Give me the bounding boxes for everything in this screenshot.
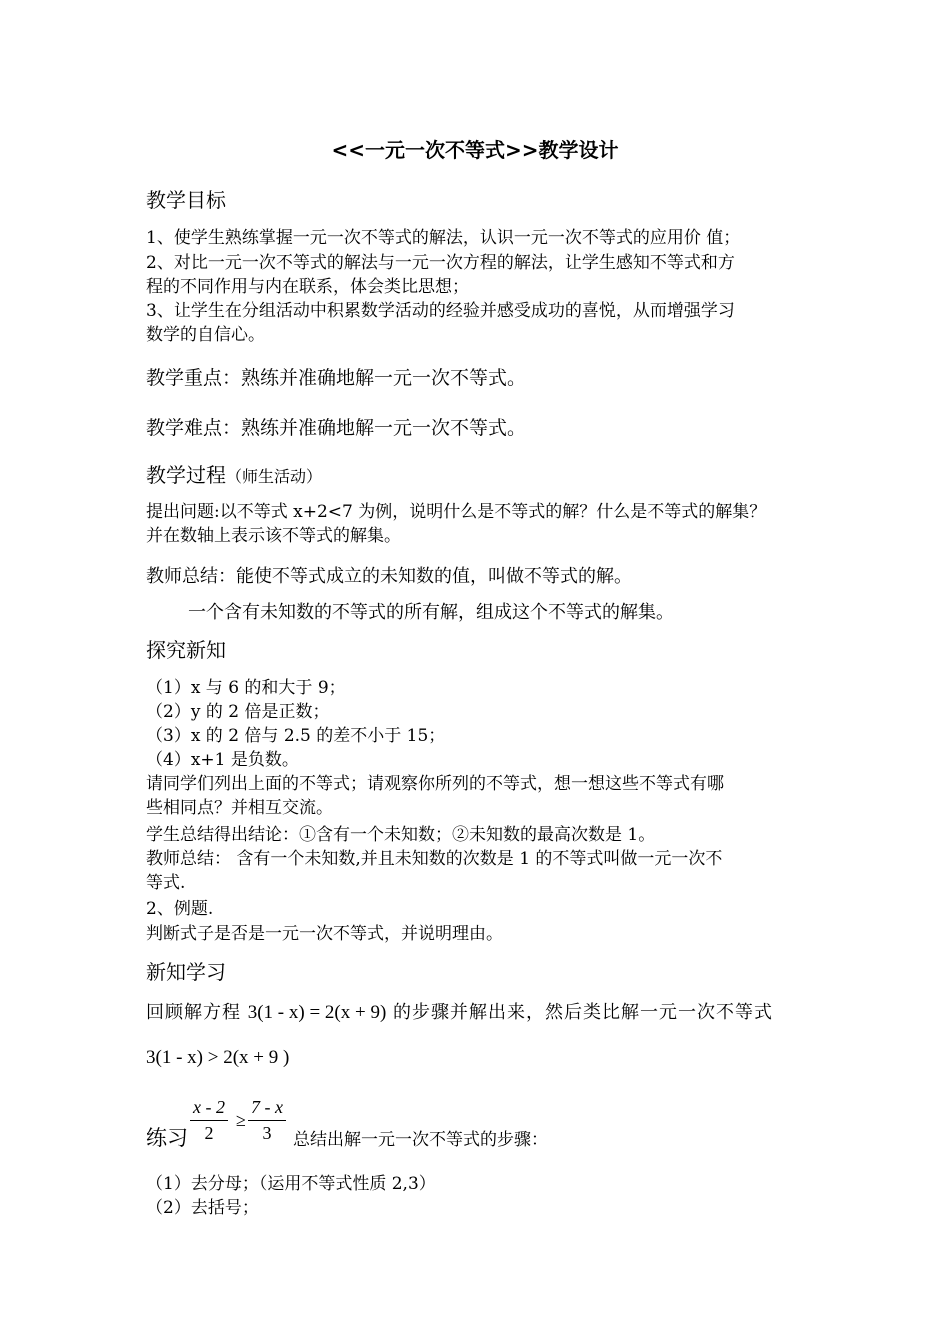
- explore-example: 2、例题.: [146, 899, 214, 919]
- teacher-summary-2: 一个含有未知数的不等式的所有解，组成这个不等式的解集。: [188, 602, 674, 623]
- explore-teacher-1: 教师总结： 含有一个未知数,并且未知数的次数是 1 的不等式叫做一元一次不: [146, 849, 723, 869]
- explore-item-1: （1）x 与 6 的和大于 9；: [146, 678, 346, 698]
- review-pre: 回顾解方程: [146, 1002, 241, 1023]
- goal-line-4: 3、让学生在分组活动中积累数学活动的经验并感受成功的喜悦，从而增强学习: [146, 301, 735, 321]
- process-heading-text: 教学过程: [146, 463, 226, 487]
- difficulty-text: 教学难点：熟练并准确地解一元一次不等式。: [146, 417, 527, 439]
- practice-post: 总结出解一元一次不等式的步骤：: [293, 1130, 548, 1150]
- process-heading-note: （师生活动）: [226, 467, 323, 486]
- key-point: [146, 363, 526, 392]
- equation: 3(1 - x) = 2(x + 9): [247, 1002, 387, 1023]
- explore-ask-2: 些相同点？并相互交流。: [146, 798, 333, 818]
- process-heading: [146, 461, 322, 491]
- step-1: （1）去分母；（运用不等式性质 2,3）: [146, 1174, 436, 1194]
- explore-conclusion: 学生总结得出结论：①含有一个未知数；②未知数的最高次数是 1。: [146, 825, 656, 845]
- explore-item-3: （3）x 的 2 倍与 2.5 的差不小于 15；: [146, 726, 446, 746]
- fraction-right-bar: [248, 1120, 286, 1121]
- fraction-left-bar: [190, 1120, 228, 1121]
- learn-heading: 新知学习: [146, 960, 226, 984]
- goals-heading: 教学目标: [146, 188, 226, 212]
- review-post: 的步骤并解出来，然后类比解一元一次不等式: [393, 1002, 774, 1023]
- fraction-left-numerator: x - 2: [193, 1097, 225, 1117]
- difficulty: [146, 413, 526, 442]
- explore-judge: 判断式子是否是一元一次不等式，并说明理由。: [146, 924, 503, 944]
- explore-item-2: （2）y 的 2 倍是正数；: [146, 702, 330, 722]
- fraction-right-denominator: 3: [262, 1123, 272, 1143]
- step-2: （2）去括号；: [146, 1198, 259, 1218]
- goal-line-3: 程的不同作用与内在联系，体会类比思想；: [146, 277, 469, 297]
- explore-heading: 探究新知: [146, 638, 226, 662]
- practice-label: 练习: [146, 1126, 188, 1150]
- explore-teacher-2: 等式.: [146, 873, 186, 893]
- question-line-2: 并在数轴上表示该不等式的解集。: [146, 526, 401, 546]
- document-title: <<一元一次不等式>>教学设计: [331, 138, 619, 162]
- teacher-summary-1: 教师总结：能使不等式成立的未知数的值，叫做不等式的解。: [146, 566, 632, 587]
- question-line-1: 提出问题:以不等式 x+2<7 为例，说明什么是不等式的解？什么是不等式的解集？: [146, 502, 767, 522]
- goal-line-5: 数学的自信心。: [146, 325, 265, 345]
- fraction-sign: ≥: [236, 1110, 246, 1130]
- inequality: 3(1 - x) > 2(x + 9 ): [146, 1047, 290, 1068]
- review-line: [146, 1001, 773, 1025]
- explore-ask-1: 请同学们列出上面的不等式；请观察你所列的不等式，想一想这些不等式有哪: [146, 774, 724, 794]
- fraction-right: [248, 1097, 286, 1144]
- fraction-left-denominator: 2: [204, 1123, 214, 1143]
- goal-line-1: 1、使学生熟练掌握一元一次不等式的解法，认识一元一次不等式的应用价 值；: [146, 228, 741, 248]
- fraction-right-numerator: 7 - x: [251, 1097, 283, 1117]
- fraction-left: [190, 1097, 228, 1144]
- key-point-text: 教学重点：熟练并准确地解一元一次不等式。: [146, 367, 527, 389]
- goal-line-2: 2、对比一元一次不等式的解法与一元一次方程的解法，让学生感知不等式和方: [146, 253, 735, 273]
- explore-item-4: （4）x+1 是负数。: [146, 750, 299, 770]
